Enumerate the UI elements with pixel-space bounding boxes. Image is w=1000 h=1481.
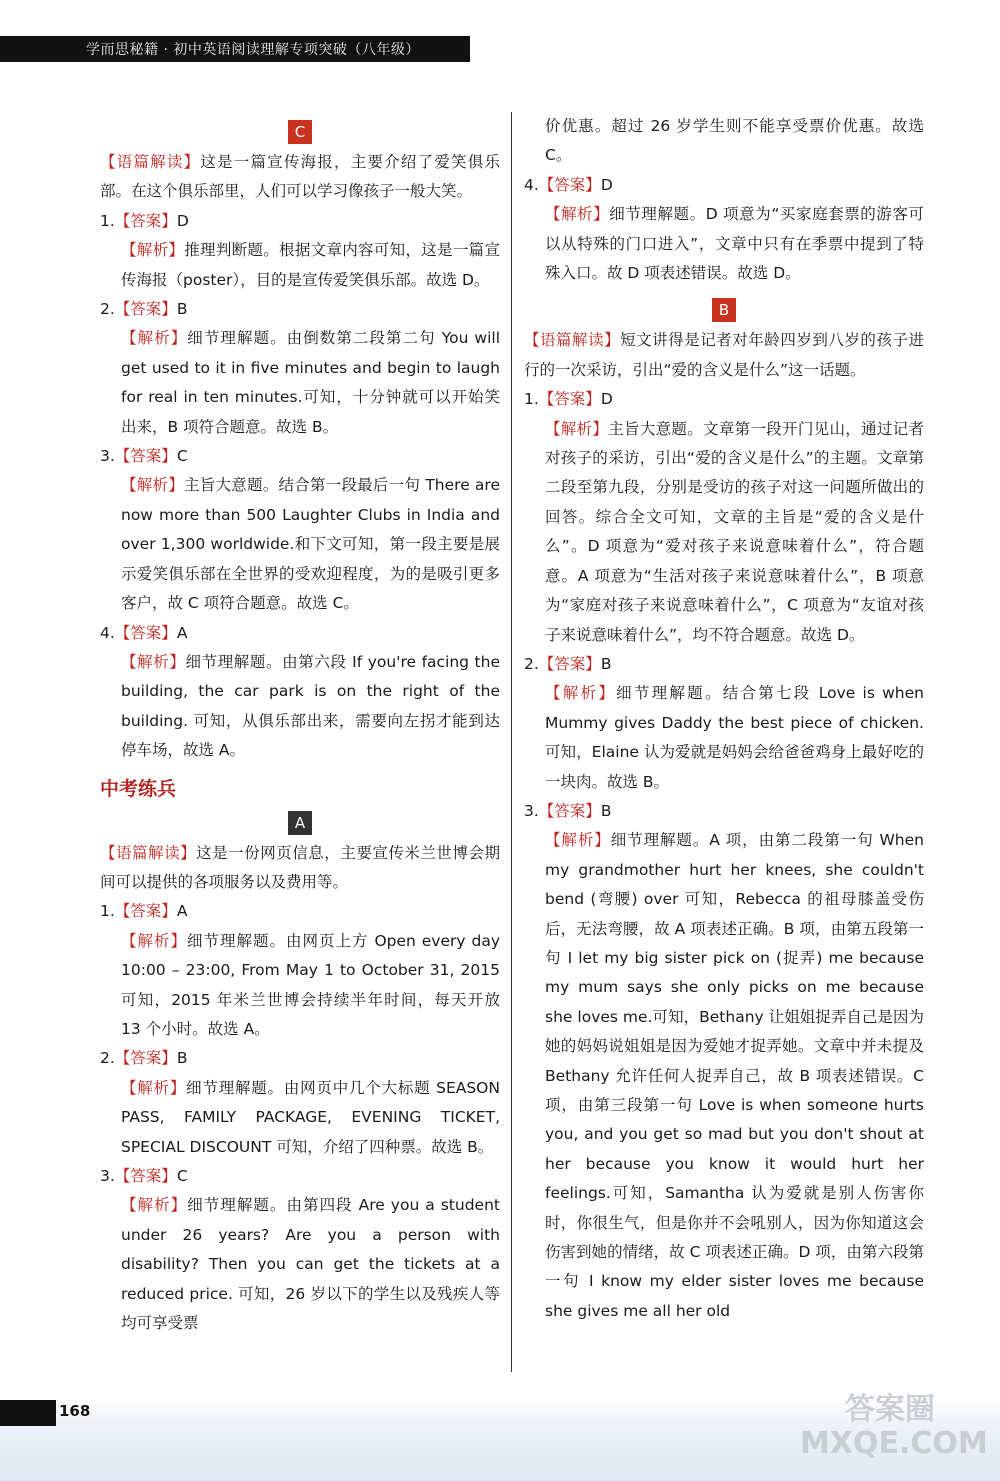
c-q4-answer xyxy=(100,619,500,648)
answer-label: 【答案】 xyxy=(538,801,601,820)
q-number: 1. xyxy=(100,211,115,230)
answer-value: B xyxy=(600,801,612,820)
page-number-box xyxy=(0,1400,56,1426)
c-q1-answer xyxy=(100,207,500,236)
a-q1-answer xyxy=(100,897,500,926)
explanation-text: 细节理解题。由网页上方 Open every day 10:00 – 23:00, From May 1 to October 31, 2015 可知，2015 年米兰世博会持续半年时间，每天开放 13 个小时。故选 A。 xyxy=(121,931,500,1038)
book-header-title: 学而思秘籍 · 初中英语阅读理解专项突破（八年级） xyxy=(86,42,420,58)
a-q2-answer xyxy=(100,1044,500,1073)
answer-label: 【答案】 xyxy=(538,390,601,409)
explanation-label: 【解析】 xyxy=(121,652,186,671)
b-q1-answer xyxy=(524,385,924,414)
explanation-text: 细节理解题。由第六段 If you're facing the building, the car park is on the right of the building. 可知，从俱乐部出来，需要向左拐才能到达停车场，故选 A。 xyxy=(121,652,500,760)
b-q3-answer xyxy=(524,797,924,826)
answer-label: 【答案】 xyxy=(114,1167,177,1185)
c-q2-answer xyxy=(100,295,500,324)
explanation-label: 【解析】 xyxy=(545,205,610,224)
answer-value: C xyxy=(176,447,188,466)
answer-label: 【答案】 xyxy=(114,447,177,466)
page-number: 168 xyxy=(59,1402,91,1420)
b-q1-explanation xyxy=(524,415,924,650)
explanation-text: 细节理解题。D 项意为“买家庭套票的游客可以从特殊的门口进入”，文章中只有在季票中提到了特殊入口。故 D 项表述错误。故选 D。 xyxy=(545,205,924,283)
explanation-text: 细节理解题。A 项，由第二段第一句 When my grandmother hurt her knees, she couldn't bend (弯腰) over 可知，Rebecca 的祖母膝盖受伤后，无法弯腰，故 A 项表述正确。B 项，由第五段第一句 I let my big sister pick on (捉弄) me because my mum says she only picks on me because she loves me.可知，Bethany 让姐姐捉弄自己是因为她的妈妈说姐姐是因为爱她才捉弄她。文章中并未提及 Bethany 允许任何人捉弄自己，故 B 项表述错误。C 项，由第三段第一句 Love is when someone hurts you, and you get so mad but you don't shout at her because you know it would hurt her feelings.可知，Samantha 认为爱就是别人伤害你时，你很生气，但是你并不会吼别人，因为你知道这会伤害到她的情绪，故 C 项表述正确。D 项，由第六段第一句 I know my elder sister loves me because she gives me all her old xyxy=(545,831,924,1320)
answer-label: 【答案】 xyxy=(114,300,177,319)
explanation-label: 【解析】 xyxy=(121,931,188,950)
explanation-label: 【解析】 xyxy=(545,684,617,703)
answer-value: D xyxy=(176,211,189,230)
answer-value: C xyxy=(176,1167,188,1185)
book-header-bar xyxy=(0,36,470,62)
practice-heading: 中考练兵 xyxy=(100,777,177,800)
reading-label: 【语篇解读】 xyxy=(524,331,621,350)
explanation-text: 细节理解题。由倒数第二段第二句 You will get used to it in five minutes and begin to laugh for real in ten minutes.可知，十分钟就可以开始笑出来，B 项符合题意。故选 B。 xyxy=(121,329,500,436)
explanation-label: 【解析】 xyxy=(545,831,611,850)
explanation-label: 【解析】 xyxy=(121,1196,188,1215)
section-c-badge: C xyxy=(288,120,312,144)
section-a-summary xyxy=(100,839,500,898)
a-q1-explanation xyxy=(100,927,500,1045)
q-number: 2. xyxy=(100,300,115,319)
explanation-text: 细节理解题。由网页中几个大标题 SEASON PASS, FAMILY PACKAGE, EVENING TICKET, SPECIAL DISCOUNT 可知，介绍了四种票。故选 B。 xyxy=(121,1078,500,1156)
answer-value: B xyxy=(600,654,612,673)
explanation-label: 【解析】 xyxy=(121,1078,187,1097)
answer-value: A xyxy=(176,623,188,642)
answer-label: 【答案】 xyxy=(538,654,601,673)
explanation-label: 【解析】 xyxy=(121,329,188,348)
b-q2-explanation xyxy=(524,679,924,797)
a-q4-answer xyxy=(524,171,924,200)
q-number: 2. xyxy=(100,1049,115,1068)
a-q3-explanation-continued: 价优惠。超过 26 岁学生则不能享受票价优惠。故选 C。 xyxy=(545,117,924,165)
answer-value: A xyxy=(176,902,188,921)
c-q4-explanation xyxy=(100,648,500,766)
explanation-text: 主旨大意题。文章第一段开门见山，通过记者对孩子的采访，引出“爱的含义是什么”的主题。文章第二段至第九段，分别是受访的孩子对这一问题所做出的回答。综合全文可知，文章的主旨是“爱的含义是什么”。D 项意为“爱对孩子来说意味着什么”，符合题意。A 项意为“生活对孩子来说意味着什么”，B 项意为“家庭对孩子来说意味着什么”，C 项意为“友谊对孩子来说意味着什么”，均不符合题意。故选 D。 xyxy=(545,419,924,644)
explanation-text: 细节理解题。结合第七段 Love is when Mummy gives Daddy the best piece of chicken. 可知，Elaine 认为爱就是妈妈会给爸爸鸡身上最好吃的一块肉。故选 B。 xyxy=(545,684,924,791)
q-number: 1. xyxy=(524,390,539,409)
reading-text: 短文讲得是记者对年龄四岁到八岁的孩子进行的一次采访，引出“爱的含义是什么”这一话题。 xyxy=(524,331,924,379)
c-q2-explanation xyxy=(100,324,500,442)
answer-label: 【答案】 xyxy=(114,902,177,921)
a-q4-explanation xyxy=(524,200,924,288)
q-number: 2. xyxy=(524,654,539,673)
q-number: 4. xyxy=(100,623,115,642)
explanation-text: 细节理解题。由第四段 Are you a student under 26 years? Are you a person with disability? Then you can get the tickets at a reduced price. 可知，26 岁以下的学生以及残疾人等均可享受票 xyxy=(121,1196,500,1333)
c-q3-explanation xyxy=(100,471,500,618)
right-column xyxy=(524,112,924,1326)
watermark-logo xyxy=(800,1392,988,1473)
answer-label: 【答案】 xyxy=(114,211,177,230)
c-q3-answer xyxy=(100,442,500,471)
reading-text: 这是一篇宣传海报，主要介绍了爱笑俱乐部。在这个俱乐部里，人们可以学习像孩子一般大笑。 xyxy=(100,153,500,201)
q-number: 3. xyxy=(100,447,115,466)
q-number: 1. xyxy=(100,902,115,921)
explanation-text: 推理判断题。根据文章内容可知，这是一篇宣传海报（poster），目的是宣传爱笑俱乐部。故选 D。 xyxy=(121,241,500,289)
left-column xyxy=(100,110,500,1338)
answer-label: 【答案】 xyxy=(538,175,601,194)
c-q1-explanation xyxy=(100,236,500,295)
section-b-summary xyxy=(524,326,924,385)
q-number: 3. xyxy=(524,801,539,820)
reading-text: 这是一份网页信息，主要宣传米兰世博会期间可以提供的各项服务以及费用等。 xyxy=(100,843,500,891)
explanation-text: 主旨大意题。结合第一段最后一句 There are now more than 500 Laughter Clubs in India and over 1,300 worldwide.和下文可知，第一段主要是展示爱笑俱乐部在全世界的受欢迎程度，为的是吸引更多客户，故 C 项符合题意。故选 C。 xyxy=(121,476,500,613)
reading-label: 【语篇解读】 xyxy=(100,153,201,171)
answer-value: B xyxy=(176,1049,188,1068)
a-q3-explanation xyxy=(100,1191,500,1338)
section-a-badge: A xyxy=(288,811,312,835)
answer-label: 【答案】 xyxy=(114,623,177,642)
section-b-badge: B xyxy=(712,298,736,322)
a-q3-answer xyxy=(100,1162,500,1191)
watermark-line2: MXQE.COM xyxy=(800,1426,988,1461)
q-number: 4. xyxy=(524,175,539,194)
a-q2-explanation xyxy=(100,1074,500,1162)
reading-label: 【语篇解读】 xyxy=(100,843,197,862)
column-divider xyxy=(511,112,512,1372)
answer-value: D xyxy=(600,175,613,194)
answer-label: 【答案】 xyxy=(114,1049,177,1068)
q-number: 3. xyxy=(100,1167,115,1185)
watermark-line1: 答案圈 xyxy=(845,1392,935,1427)
answer-value: D xyxy=(600,390,613,409)
section-c-summary xyxy=(100,148,500,207)
explanation-label: 【解析】 xyxy=(121,476,184,495)
explanation-label: 【解析】 xyxy=(121,241,185,260)
explanation-label: 【解析】 xyxy=(545,419,609,438)
b-q2-answer xyxy=(524,650,924,679)
b-q3-explanation xyxy=(524,826,924,1326)
answer-value: B xyxy=(176,300,188,319)
